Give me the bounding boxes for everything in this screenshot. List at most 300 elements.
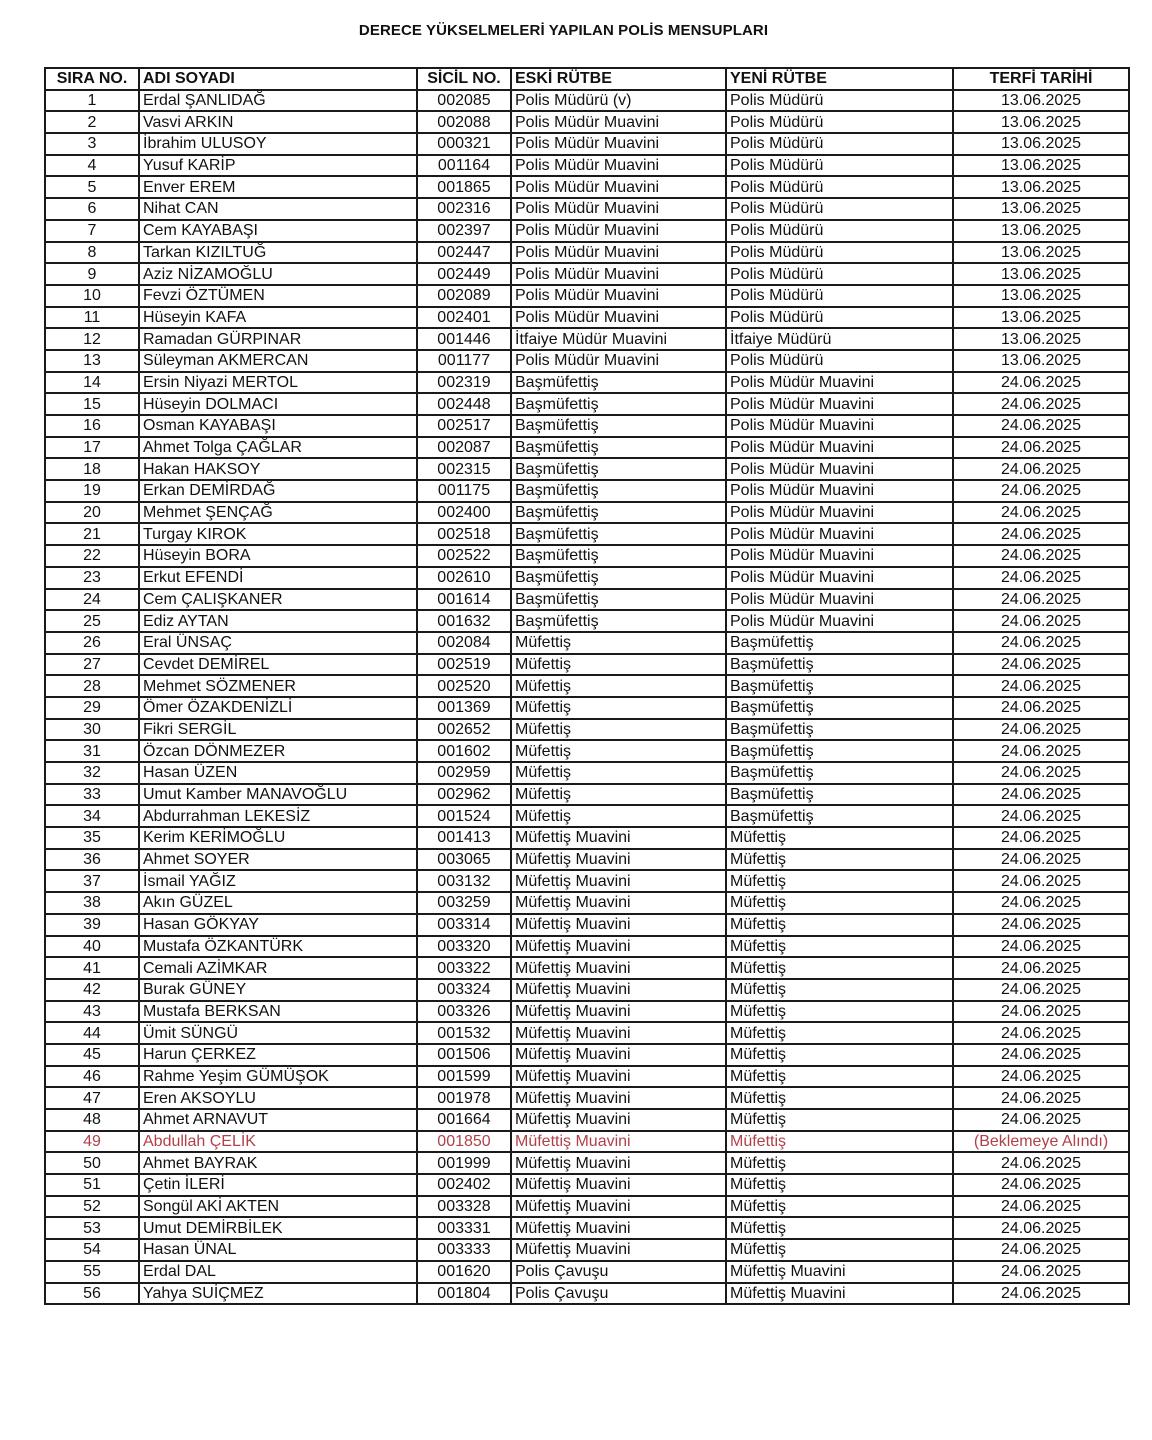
cell-sicil-no: 001446 xyxy=(417,328,511,350)
cell-adi-soyadi: Mehmet SÖZMENER xyxy=(139,675,417,697)
cell-yeni-rutbe: Müfettiş xyxy=(726,1196,953,1218)
cell-sicil-no: 002084 xyxy=(417,632,511,654)
cell-sira-no: 9 xyxy=(45,263,139,285)
cell-eski-rutbe: Başmüfettiş xyxy=(511,437,726,459)
cell-yeni-rutbe: Polis Müdür Muavini xyxy=(726,545,953,567)
cell-yeni-rutbe: Başmüfettiş xyxy=(726,697,953,719)
cell-eski-rutbe: Polis Müdür Muavini xyxy=(511,242,726,264)
cell-sira-no: 32 xyxy=(45,762,139,784)
cell-yeni-rutbe: Başmüfettiş xyxy=(726,784,953,806)
table-row xyxy=(45,1001,1129,1023)
cell-sira-no: 46 xyxy=(45,1066,139,1088)
cell-eski-rutbe: Müfettiş Muavini xyxy=(511,936,726,958)
table-row xyxy=(45,1196,1129,1218)
cell-sira-no: 49 xyxy=(45,1131,139,1153)
cell-sira-no: 44 xyxy=(45,1022,139,1044)
table-row xyxy=(45,979,1129,1001)
cell-yeni-rutbe: Müfettiş xyxy=(726,979,953,1001)
cell-yeni-rutbe: Başmüfettiş xyxy=(726,805,953,827)
cell-adi-soyadi: Erdal DAL xyxy=(139,1261,417,1283)
cell-sicil-no: 002610 xyxy=(417,567,511,589)
table-row xyxy=(45,849,1129,871)
cell-eski-rutbe: Müfettiş Muavini xyxy=(511,1044,726,1066)
cell-yeni-rutbe: Polis Müdürü xyxy=(726,198,953,220)
table-row xyxy=(45,827,1129,849)
cell-adi-soyadi: Abdullah ÇELİK xyxy=(139,1131,417,1153)
cell-eski-rutbe: Polis Müdür Muavini xyxy=(511,263,726,285)
cell-adi-soyadi: Erdal ŞANLIDAĞ xyxy=(139,90,417,112)
promotions-table xyxy=(44,67,1130,1305)
cell-terfi-tarihi: 13.06.2025 xyxy=(953,220,1129,242)
cell-sicil-no: 002449 xyxy=(417,263,511,285)
table-row-pending xyxy=(45,1131,1129,1153)
cell-terfi-tarihi: 24.06.2025 xyxy=(953,1044,1129,1066)
cell-sicil-no: 002319 xyxy=(417,372,511,394)
cell-adi-soyadi: İsmail YAĞIZ xyxy=(139,870,417,892)
header-eski-rutbe: ESKİ RÜTBE xyxy=(511,68,726,90)
cell-sira-no: 5 xyxy=(45,176,139,198)
cell-terfi-tarihi: 24.06.2025 xyxy=(953,762,1129,784)
cell-terfi-tarihi: 13.06.2025 xyxy=(953,263,1129,285)
cell-terfi-tarihi: 24.06.2025 xyxy=(953,827,1129,849)
table-row xyxy=(45,242,1129,264)
cell-yeni-rutbe: Başmüfettiş xyxy=(726,632,953,654)
cell-adi-soyadi: Umut Kamber MANAVOĞLU xyxy=(139,784,417,806)
cell-sicil-no: 001865 xyxy=(417,176,511,198)
cell-sicil-no: 002520 xyxy=(417,675,511,697)
cell-sira-no: 13 xyxy=(45,350,139,372)
cell-adi-soyadi: Ahmet ARNAVUT xyxy=(139,1109,417,1131)
cell-yeni-rutbe: Başmüfettiş xyxy=(726,719,953,741)
cell-terfi-tarihi: 24.06.2025 xyxy=(953,610,1129,632)
cell-sicil-no: 003328 xyxy=(417,1196,511,1218)
cell-adi-soyadi: Hüseyin DOLMACI xyxy=(139,393,417,415)
cell-adi-soyadi: Fevzi ÖZTÜMEN xyxy=(139,285,417,307)
cell-eski-rutbe: Müfettiş Muavini xyxy=(511,1152,726,1174)
table-row xyxy=(45,111,1129,133)
cell-terfi-tarihi: 13.06.2025 xyxy=(953,176,1129,198)
cell-sicil-no: 002522 xyxy=(417,545,511,567)
table-row xyxy=(45,545,1129,567)
cell-terfi-tarihi: 13.06.2025 xyxy=(953,90,1129,112)
cell-adi-soyadi: Yusuf KARİP xyxy=(139,155,417,177)
cell-sicil-no: 001999 xyxy=(417,1152,511,1174)
cell-sira-no: 26 xyxy=(45,632,139,654)
cell-terfi-tarihi: 24.06.2025 xyxy=(953,523,1129,545)
table-row xyxy=(45,1261,1129,1283)
cell-eski-rutbe: Müfettiş Muavini xyxy=(511,870,726,892)
cell-sicil-no: 001978 xyxy=(417,1087,511,1109)
cell-sicil-no: 001614 xyxy=(417,589,511,611)
cell-sira-no: 30 xyxy=(45,719,139,741)
cell-eski-rutbe: Müfettiş Muavini xyxy=(511,1217,726,1239)
cell-sicil-no: 002400 xyxy=(417,502,511,524)
cell-adi-soyadi: Ersin Niyazi MERTOL xyxy=(139,372,417,394)
cell-sicil-no: 001532 xyxy=(417,1022,511,1044)
cell-eski-rutbe: Başmüfettiş xyxy=(511,415,726,437)
cell-terfi-tarihi: 24.06.2025 xyxy=(953,892,1129,914)
cell-terfi-tarihi: 24.06.2025 xyxy=(953,1152,1129,1174)
cell-sira-no: 36 xyxy=(45,849,139,871)
cell-terfi-tarihi: 13.06.2025 xyxy=(953,328,1129,350)
cell-terfi-tarihi: 24.06.2025 xyxy=(953,1087,1129,1109)
table-row xyxy=(45,1109,1129,1131)
cell-eski-rutbe: Müfettiş xyxy=(511,654,726,676)
cell-terfi-tarihi: 24.06.2025 xyxy=(953,632,1129,654)
cell-sira-no: 48 xyxy=(45,1109,139,1131)
cell-yeni-rutbe: Polis Müdürü xyxy=(726,133,953,155)
cell-yeni-rutbe: Polis Müdür Muavini xyxy=(726,589,953,611)
cell-yeni-rutbe: İtfaiye Müdürü xyxy=(726,328,953,350)
table-row xyxy=(45,176,1129,198)
cell-sira-no: 45 xyxy=(45,1044,139,1066)
cell-terfi-tarihi: 24.06.2025 xyxy=(953,372,1129,394)
table-row xyxy=(45,523,1129,545)
cell-yeni-rutbe: Polis Müdür Muavini xyxy=(726,372,953,394)
cell-sicil-no: 003331 xyxy=(417,1217,511,1239)
cell-eski-rutbe: Müfettiş xyxy=(511,740,726,762)
table-row xyxy=(45,936,1129,958)
cell-terfi-tarihi: 24.06.2025 xyxy=(953,1109,1129,1131)
cell-yeni-rutbe: Müfettiş xyxy=(726,1044,953,1066)
cell-sira-no: 29 xyxy=(45,697,139,719)
cell-eski-rutbe: Müfettiş Muavini xyxy=(511,892,726,914)
cell-eski-rutbe: Başmüfettiş xyxy=(511,610,726,632)
cell-eski-rutbe: Müfettiş Muavini xyxy=(511,827,726,849)
cell-eski-rutbe: Polis Müdür Muavini xyxy=(511,155,726,177)
cell-sicil-no: 002397 xyxy=(417,220,511,242)
cell-sicil-no: 001804 xyxy=(417,1283,511,1305)
cell-eski-rutbe: Başmüfettiş xyxy=(511,372,726,394)
cell-sira-no: 47 xyxy=(45,1087,139,1109)
cell-eski-rutbe: Polis Müdür Muavini xyxy=(511,350,726,372)
cell-sira-no: 51 xyxy=(45,1174,139,1196)
cell-sira-no: 28 xyxy=(45,675,139,697)
cell-yeni-rutbe: Müfettiş xyxy=(726,1109,953,1131)
cell-terfi-tarihi: 13.06.2025 xyxy=(953,111,1129,133)
cell-terfi-tarihi: 24.06.2025 xyxy=(953,675,1129,697)
header-adi-soyadi: ADI SOYADI xyxy=(139,68,417,90)
cell-adi-soyadi: Ahmet BAYRAK xyxy=(139,1152,417,1174)
cell-yeni-rutbe: Başmüfettiş xyxy=(726,654,953,676)
table-row xyxy=(45,892,1129,914)
cell-adi-soyadi: Aziz NİZAMOĞLU xyxy=(139,263,417,285)
cell-yeni-rutbe: Başmüfettiş xyxy=(726,762,953,784)
table-row xyxy=(45,372,1129,394)
table-row xyxy=(45,393,1129,415)
cell-adi-soyadi: Süleyman AKMERCAN xyxy=(139,350,417,372)
cell-terfi-tarihi: 24.06.2025 xyxy=(953,589,1129,611)
cell-yeni-rutbe: Müfettiş xyxy=(726,1087,953,1109)
cell-eski-rutbe: Müfettiş Muavini xyxy=(511,1022,726,1044)
cell-eski-rutbe: Başmüfettiş xyxy=(511,523,726,545)
cell-sira-no: 3 xyxy=(45,133,139,155)
cell-adi-soyadi: Ahmet SOYER xyxy=(139,849,417,871)
cell-yeni-rutbe: Polis Müdür Muavini xyxy=(726,567,953,589)
cell-adi-soyadi: Ramadan GÜRPINAR xyxy=(139,328,417,350)
cell-eski-rutbe: Müfettiş Muavini xyxy=(511,1131,726,1153)
cell-sira-no: 35 xyxy=(45,827,139,849)
cell-sira-no: 50 xyxy=(45,1152,139,1174)
cell-yeni-rutbe: Polis Müdür Muavini xyxy=(726,458,953,480)
cell-eski-rutbe: Polis Müdür Muavini xyxy=(511,111,726,133)
cell-yeni-rutbe: Polis Müdür Muavini xyxy=(726,480,953,502)
cell-yeni-rutbe: Polis Müdürü xyxy=(726,307,953,329)
cell-adi-soyadi: Çetin İLERİ xyxy=(139,1174,417,1196)
cell-terfi-tarihi: 13.06.2025 xyxy=(953,133,1129,155)
cell-yeni-rutbe: Müfettiş xyxy=(726,1066,953,1088)
cell-yeni-rutbe: Polis Müdür Muavini xyxy=(726,437,953,459)
cell-sicil-no: 001524 xyxy=(417,805,511,827)
cell-sira-no: 53 xyxy=(45,1217,139,1239)
table-row xyxy=(45,719,1129,741)
cell-eski-rutbe: Başmüfettiş xyxy=(511,567,726,589)
cell-sira-no: 7 xyxy=(45,220,139,242)
cell-eski-rutbe: Müfettiş Muavini xyxy=(511,849,726,871)
cell-terfi-tarihi: (Beklemeye Alındı) xyxy=(953,1131,1129,1153)
cell-yeni-rutbe: Polis Müdürü xyxy=(726,242,953,264)
cell-terfi-tarihi: 13.06.2025 xyxy=(953,307,1129,329)
cell-eski-rutbe: Müfettiş xyxy=(511,697,726,719)
table-row xyxy=(45,1087,1129,1109)
cell-eski-rutbe: Başmüfettiş xyxy=(511,545,726,567)
cell-adi-soyadi: Cem KAYABAŞI xyxy=(139,220,417,242)
table-row xyxy=(45,502,1129,524)
cell-sicil-no: 002315 xyxy=(417,458,511,480)
cell-eski-rutbe: Müfettiş xyxy=(511,632,726,654)
cell-sicil-no: 002087 xyxy=(417,437,511,459)
cell-sira-no: 34 xyxy=(45,805,139,827)
cell-yeni-rutbe: Müfettiş xyxy=(726,827,953,849)
cell-eski-rutbe: Müfettiş Muavini xyxy=(511,1109,726,1131)
cell-sicil-no: 000321 xyxy=(417,133,511,155)
cell-yeni-rutbe: Polis Müdürü xyxy=(726,155,953,177)
cell-sicil-no: 001850 xyxy=(417,1131,511,1153)
cell-terfi-tarihi: 24.06.2025 xyxy=(953,697,1129,719)
cell-yeni-rutbe: Müfettiş xyxy=(726,914,953,936)
table-body xyxy=(45,90,1129,1305)
cell-sicil-no: 001664 xyxy=(417,1109,511,1131)
cell-eski-rutbe: Müfettiş Muavini xyxy=(511,957,726,979)
cell-sira-no: 20 xyxy=(45,502,139,524)
cell-adi-soyadi: Vasvi ARKIN xyxy=(139,111,417,133)
cell-yeni-rutbe: Müfettiş Muavini xyxy=(726,1283,953,1305)
header-terfi-tarihi: TERFİ TARİHİ xyxy=(953,68,1129,90)
cell-eski-rutbe: Müfettiş xyxy=(511,719,726,741)
cell-terfi-tarihi: 13.06.2025 xyxy=(953,198,1129,220)
cell-sira-no: 21 xyxy=(45,523,139,545)
cell-terfi-tarihi: 24.06.2025 xyxy=(953,480,1129,502)
table-row xyxy=(45,654,1129,676)
cell-sira-no: 40 xyxy=(45,936,139,958)
table-row xyxy=(45,1044,1129,1066)
table-row xyxy=(45,415,1129,437)
cell-sira-no: 52 xyxy=(45,1196,139,1218)
cell-yeni-rutbe: Müfettiş xyxy=(726,1022,953,1044)
cell-adi-soyadi: Eral ÜNSAÇ xyxy=(139,632,417,654)
cell-sira-no: 27 xyxy=(45,654,139,676)
cell-adi-soyadi: Cem ÇALIŞKANER xyxy=(139,589,417,611)
table-row xyxy=(45,610,1129,632)
cell-yeni-rutbe: Müfettiş xyxy=(726,1174,953,1196)
cell-adi-soyadi: Cevdet DEMİREL xyxy=(139,654,417,676)
cell-yeni-rutbe: Polis Müdürü xyxy=(726,220,953,242)
cell-adi-soyadi: Hasan ÜZEN xyxy=(139,762,417,784)
cell-terfi-tarihi: 24.06.2025 xyxy=(953,1022,1129,1044)
cell-sicil-no: 003065 xyxy=(417,849,511,871)
cell-terfi-tarihi: 24.06.2025 xyxy=(953,870,1129,892)
cell-sicil-no: 003322 xyxy=(417,957,511,979)
cell-adi-soyadi: Umut DEMİRBİLEK xyxy=(139,1217,417,1239)
cell-adi-soyadi: Mustafa ÖZKANTÜRK xyxy=(139,936,417,958)
cell-sicil-no: 002652 xyxy=(417,719,511,741)
cell-sira-no: 55 xyxy=(45,1261,139,1283)
cell-eski-rutbe: Müfettiş Muavini xyxy=(511,1196,726,1218)
cell-eski-rutbe: Polis Çavuşu xyxy=(511,1261,726,1283)
cell-terfi-tarihi: 24.06.2025 xyxy=(953,415,1129,437)
cell-adi-soyadi: Özcan DÖNMEZER xyxy=(139,740,417,762)
cell-eski-rutbe: Polis Müdür Muavini xyxy=(511,285,726,307)
cell-sira-no: 24 xyxy=(45,589,139,611)
cell-terfi-tarihi: 24.06.2025 xyxy=(953,1001,1129,1023)
cell-adi-soyadi: Cemali AZİMKAR xyxy=(139,957,417,979)
cell-adi-soyadi: Osman KAYABAŞI xyxy=(139,415,417,437)
cell-eski-rutbe: Müfettiş Muavini xyxy=(511,979,726,1001)
cell-eski-rutbe: Başmüfettiş xyxy=(511,480,726,502)
cell-sicil-no: 001175 xyxy=(417,480,511,502)
cell-adi-soyadi: Erkut EFENDİ xyxy=(139,567,417,589)
cell-sira-no: 43 xyxy=(45,1001,139,1023)
cell-sicil-no: 002402 xyxy=(417,1174,511,1196)
cell-terfi-tarihi: 24.06.2025 xyxy=(953,1239,1129,1261)
cell-sira-no: 18 xyxy=(45,458,139,480)
cell-eski-rutbe: Müfettiş xyxy=(511,675,726,697)
cell-terfi-tarihi: 24.06.2025 xyxy=(953,957,1129,979)
cell-adi-soyadi: Eren AKSOYLU xyxy=(139,1087,417,1109)
cell-terfi-tarihi: 24.06.2025 xyxy=(953,979,1129,1001)
table-row xyxy=(45,914,1129,936)
cell-yeni-rutbe: Polis Müdürü xyxy=(726,263,953,285)
cell-yeni-rutbe: Polis Müdürü xyxy=(726,350,953,372)
table-row xyxy=(45,567,1129,589)
cell-terfi-tarihi: 13.06.2025 xyxy=(953,350,1129,372)
table-row xyxy=(45,198,1129,220)
table-row xyxy=(45,805,1129,827)
cell-sira-no: 19 xyxy=(45,480,139,502)
table-row xyxy=(45,1152,1129,1174)
cell-adi-soyadi: Fikri SERGİL xyxy=(139,719,417,741)
cell-adi-soyadi: Rahme Yeşim GÜMÜŞOK xyxy=(139,1066,417,1088)
cell-terfi-tarihi: 24.06.2025 xyxy=(953,784,1129,806)
table-row xyxy=(45,328,1129,350)
cell-sicil-no: 002085 xyxy=(417,90,511,112)
cell-terfi-tarihi: 24.06.2025 xyxy=(953,1261,1129,1283)
cell-terfi-tarihi: 24.06.2025 xyxy=(953,654,1129,676)
cell-sicil-no: 001602 xyxy=(417,740,511,762)
cell-terfi-tarihi: 24.06.2025 xyxy=(953,805,1129,827)
cell-adi-soyadi: Ahmet Tolga ÇAĞLAR xyxy=(139,437,417,459)
table-row xyxy=(45,1283,1129,1305)
table-row xyxy=(45,437,1129,459)
cell-adi-soyadi: Nihat CAN xyxy=(139,198,417,220)
document-title: DERECE YÜKSELMELERİ YAPILAN POLİS MENSUPLARI xyxy=(358,22,769,39)
cell-adi-soyadi: Hakan HAKSOY xyxy=(139,458,417,480)
table-row xyxy=(45,285,1129,307)
cell-sira-no: 10 xyxy=(45,285,139,307)
cell-sira-no: 56 xyxy=(45,1283,139,1305)
cell-adi-soyadi: Enver EREM xyxy=(139,176,417,198)
table-row xyxy=(45,155,1129,177)
cell-yeni-rutbe: Polis Müdür Muavini xyxy=(726,502,953,524)
table-row xyxy=(45,589,1129,611)
cell-adi-soyadi: Burak GÜNEY xyxy=(139,979,417,1001)
cell-eski-rutbe: Başmüfettiş xyxy=(511,393,726,415)
cell-adi-soyadi: Songül AKİ AKTEN xyxy=(139,1196,417,1218)
cell-eski-rutbe: Polis Müdür Muavini xyxy=(511,176,726,198)
cell-eski-rutbe: Başmüfettiş xyxy=(511,589,726,611)
cell-terfi-tarihi: 24.06.2025 xyxy=(953,1066,1129,1088)
cell-sicil-no: 003320 xyxy=(417,936,511,958)
cell-terfi-tarihi: 13.06.2025 xyxy=(953,155,1129,177)
cell-sira-no: 11 xyxy=(45,307,139,329)
table-row xyxy=(45,957,1129,979)
cell-yeni-rutbe: Polis Müdürü xyxy=(726,285,953,307)
table-row xyxy=(45,1022,1129,1044)
cell-sicil-no: 003326 xyxy=(417,1001,511,1023)
cell-eski-rutbe: Polis Çavuşu xyxy=(511,1283,726,1305)
cell-yeni-rutbe: Müfettiş xyxy=(726,936,953,958)
cell-adi-soyadi: Ömer ÖZAKDENİZLİ xyxy=(139,697,417,719)
cell-eski-rutbe: Müfettiş Muavini xyxy=(511,1001,726,1023)
table-row xyxy=(45,220,1129,242)
cell-eski-rutbe: Başmüfettiş xyxy=(511,458,726,480)
cell-sicil-no: 001506 xyxy=(417,1044,511,1066)
cell-adi-soyadi: Harun ÇERKEZ xyxy=(139,1044,417,1066)
cell-yeni-rutbe: Müfettiş Muavini xyxy=(726,1261,953,1283)
cell-terfi-tarihi: 24.06.2025 xyxy=(953,1174,1129,1196)
cell-sicil-no: 003314 xyxy=(417,914,511,936)
cell-terfi-tarihi: 24.06.2025 xyxy=(953,914,1129,936)
table-row xyxy=(45,870,1129,892)
cell-sicil-no: 002316 xyxy=(417,198,511,220)
cell-sicil-no: 001620 xyxy=(417,1261,511,1283)
cell-sicil-no: 002088 xyxy=(417,111,511,133)
cell-sira-no: 1 xyxy=(45,90,139,112)
table-row xyxy=(45,697,1129,719)
cell-yeni-rutbe: Başmüfettiş xyxy=(726,740,953,762)
cell-adi-soyadi: Ediz AYTAN xyxy=(139,610,417,632)
cell-sira-no: 37 xyxy=(45,870,139,892)
cell-terfi-tarihi: 24.06.2025 xyxy=(953,502,1129,524)
cell-sicil-no: 002448 xyxy=(417,393,511,415)
cell-eski-rutbe: Müfettiş Muavini xyxy=(511,1239,726,1261)
cell-sira-no: 12 xyxy=(45,328,139,350)
cell-eski-rutbe: Müfettiş Muavini xyxy=(511,1174,726,1196)
cell-adi-soyadi: Kerim KERİMOĞLU xyxy=(139,827,417,849)
table-row xyxy=(45,350,1129,372)
header-sira-no: SIRA NO. xyxy=(45,68,139,90)
cell-adi-soyadi: Hüseyin KAFA xyxy=(139,307,417,329)
cell-sicil-no: 002959 xyxy=(417,762,511,784)
cell-adi-soyadi: Tarkan KIZILTUĞ xyxy=(139,242,417,264)
cell-adi-soyadi: Mustafa BERKSAN xyxy=(139,1001,417,1023)
table-row xyxy=(45,1239,1129,1261)
cell-sicil-no: 002089 xyxy=(417,285,511,307)
cell-adi-soyadi: Mehmet ŞENÇAĞ xyxy=(139,502,417,524)
table-row xyxy=(45,480,1129,502)
cell-terfi-tarihi: 24.06.2025 xyxy=(953,936,1129,958)
cell-sicil-no: 003259 xyxy=(417,892,511,914)
